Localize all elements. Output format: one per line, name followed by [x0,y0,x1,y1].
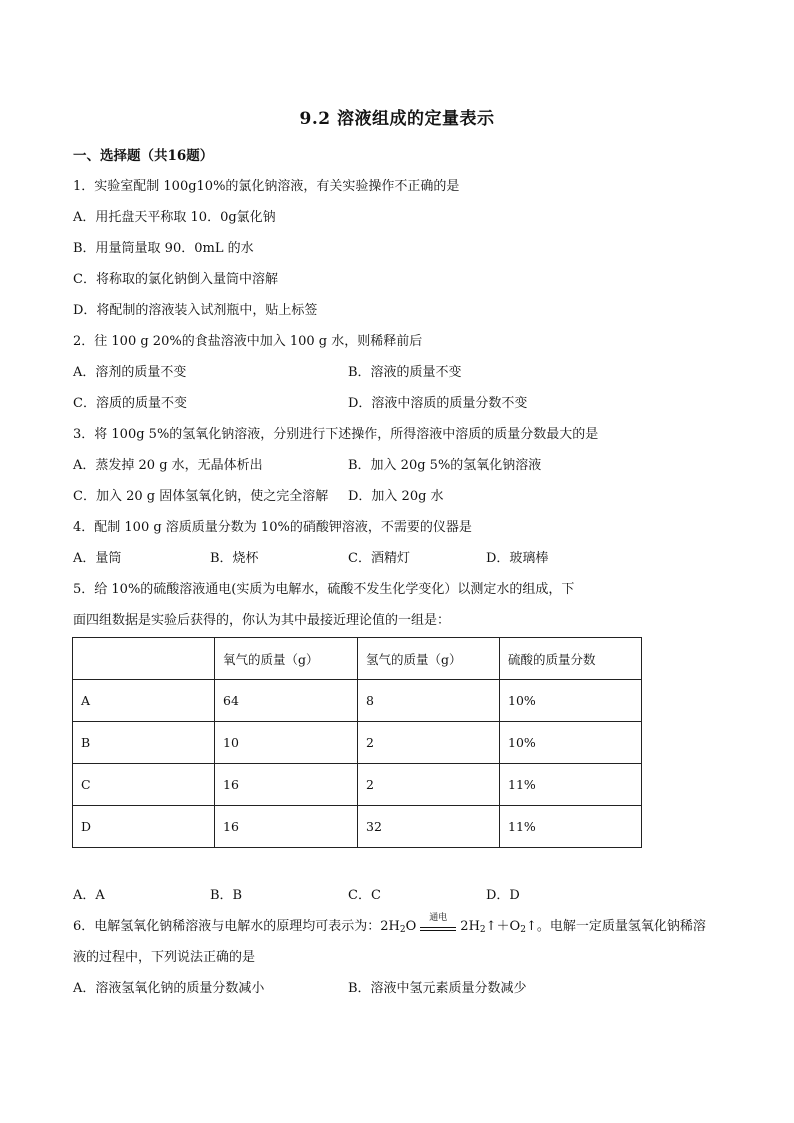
table-cell: 10% [500,680,642,722]
table-header-cell [73,638,215,680]
question-3-option-d: D．加入 20g 水 [348,489,444,504]
table-cell: 16 [215,806,358,848]
equation-product-1-tail: ↑＋O [485,919,521,934]
question-2-option-c: C．溶质的质量不变 [73,396,187,411]
table-cell: A [73,680,215,722]
question-6-stem-line-1 [73,913,706,940]
question-5-option-a: A．A [73,888,105,903]
question-5-option-d: D．D [486,888,520,903]
data-table [72,637,642,848]
equation-subscript: 2 [479,925,486,935]
equals-bar [420,930,456,931]
table-row [73,680,642,722]
equation-reactant: 2H [380,919,400,934]
question-3-stem: 3．将 100g 5%的氢氧化钠溶液，分别进行下述操作，所得溶液中溶质的质量分数最大的是 [73,427,599,442]
table-cell: C [73,764,215,806]
table-cell: 8 [358,680,500,722]
question-4-option-a: A．量筒 [73,551,122,566]
table-cell: 16 [215,764,358,806]
reaction-condition-label: 通电 [429,913,448,923]
table-cell: 10 [215,722,358,764]
reaction-condition [418,913,458,937]
equals-bar [420,927,456,928]
question-3-option-c: C．加入 20 g 固体氢氧化钠，使之完全溶解 [73,489,329,504]
table-cell: B [73,722,215,764]
equation-product-2-tail: ↑ [525,919,537,934]
table-header-row [73,638,642,680]
question-6-stem-intro: 6．电解氢氧化钠稀溶液与电解水的原理均可表示为： [73,919,381,934]
question-4-stem: 4．配制 100 g 溶质质量分数为 10%的硝酸钾溶液，不需要的仪器是 [73,520,472,535]
question-1-option-d: D．将配制的溶液装入试剂瓶中，贴上标签 [73,303,318,318]
question-5-stem-line-2: 面四组数据是实验后获得的，你认为其中最接近理论值的一组是： [73,613,451,628]
section-heading: 一、选择题（共16题） [73,148,214,164]
table-header-cell: 硫酸的质量分数 [500,638,642,680]
table-cell: D [73,806,215,848]
question-2-option-b: B．溶液的质量不变 [348,365,462,380]
question-1-option-b: B．用量筒量取 90．0mL 的水 [73,241,254,256]
question-4-option-d: D．玻璃棒 [486,551,549,566]
question-4-option-b: B．烧杯 [210,551,259,566]
question-1-stem: 1．实验室配制 100g10%的氯化钠溶液，有关实验操作不正确的是 [73,179,460,194]
question-5-option-b: B．B [210,888,243,903]
question-1-option-c: C．将称取的氯化钠倒入量筒中溶解 [73,272,278,287]
question-3-option-b: B．加入 20g 5%的氢氧化钠溶液 [348,458,542,473]
table-cell: 64 [215,680,358,722]
table-cell: 32 [358,806,500,848]
table-row [73,722,642,764]
table-row [73,764,642,806]
question-6-option-b: B．溶液中氢元素质量分数减少 [348,981,527,996]
question-6-stem-outro: 。电解一定质量氢氧化钠稀溶 [536,919,706,934]
table-cell: 11% [500,764,642,806]
equation-subscript: 2 [399,925,406,935]
question-5-stem-line-1: 5．给 10%的硫酸溶液通电(实质为电解水，硫酸不发生化学变化）以测定水的组成，下 [73,582,575,597]
table-row [73,806,642,848]
question-6-option-a: A．溶液氢氧化钠的质量分数减小 [73,981,265,996]
equation-subscript: 2 [520,925,526,935]
equation-product-1: 2H [460,919,480,934]
question-2-option-d: D．溶液中溶质的质量分数不变 [348,396,528,411]
question-6-stem-line-2: 液的过程中，下列说法正确的是 [73,950,256,965]
question-4-option-c: C．酒精灯 [348,551,410,566]
question-2-option-a: A．溶剂的质量不变 [73,365,187,380]
question-2-stem: 2．往 100 g 20%的食盐溶液中加入 100 g 水，则稀释前后 [73,334,423,349]
page-title: 9.2 溶液组成的定量表示 [299,109,495,129]
table-cell: 10% [500,722,642,764]
table-cell: 2 [358,764,500,806]
table-header-cell: 氢气的质量（g） [358,638,500,680]
table-cell: 2 [358,722,500,764]
question-1-option-a: A．用托盘天平称取 10．0g氯化钠 [73,210,276,225]
table-cell: 11% [500,806,642,848]
chemical-equation [380,913,537,940]
equation-reactant-tail: O [405,919,417,934]
table-header-cell: 氧气的质量（g） [215,638,358,680]
question-3-option-a: A．蒸发掉 20 g 水，无晶体析出 [73,458,263,473]
question-5-option-c: C．C [348,888,381,903]
